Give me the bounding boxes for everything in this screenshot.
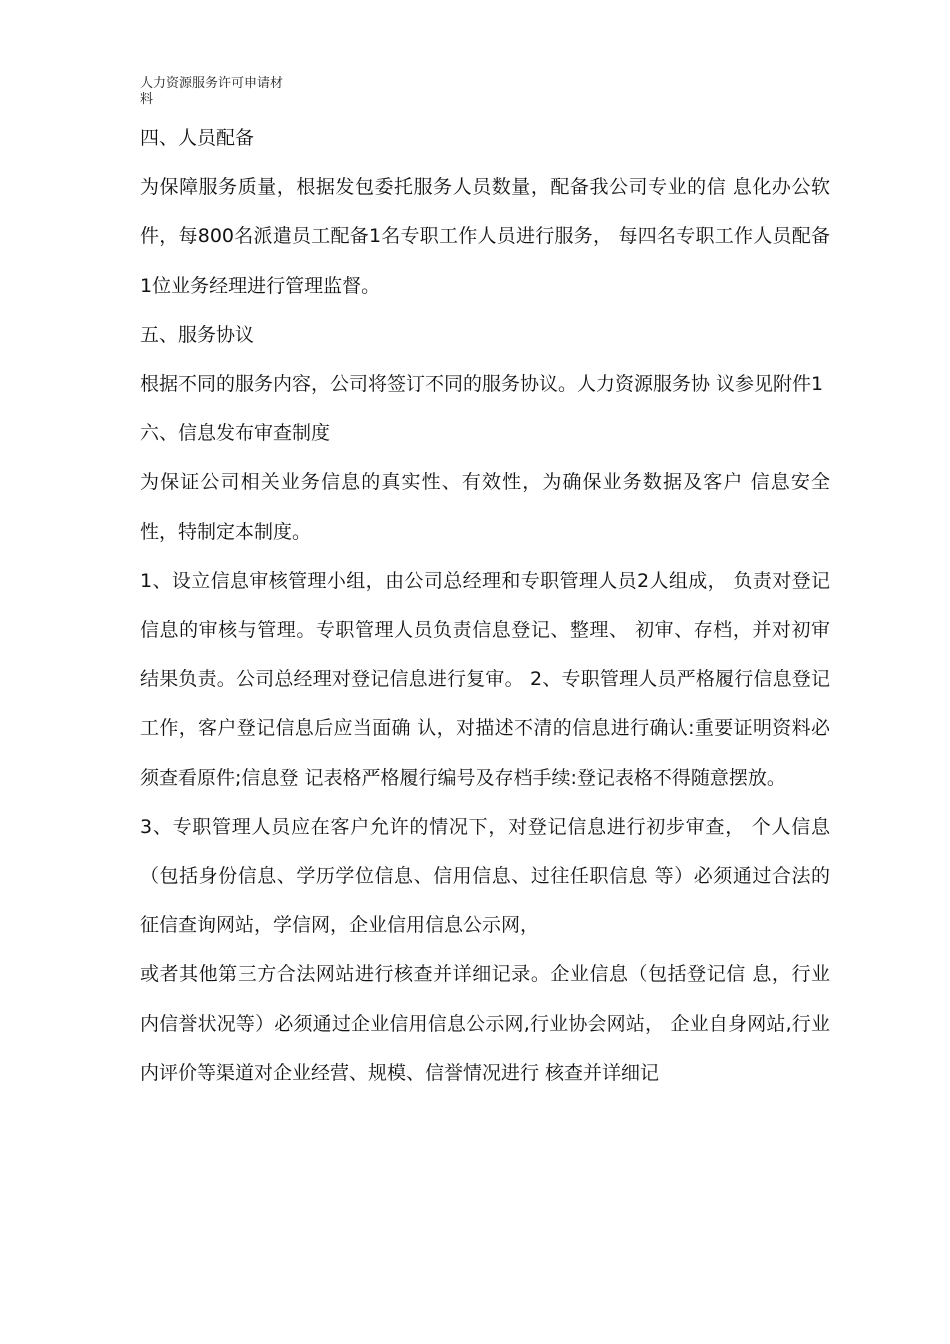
section-heading-info-review: 六、信息发布审查制度: [140, 422, 331, 445]
paragraph-service-agreement: 根据不同的服务内容，公司将签订不同的服务协议。人力资源服务协 议参见附件1: [140, 373, 824, 396]
paragraph-clause-1-2: 1、设立信息审核管理小组，由公司总经理和专职管理人员2人组成， 负责对登记信息的审核与管理。专职管理人员负责信息登记、整理、 初审、存档，并对初审结果负责。公司总经理对登记信息进行复审。 2、专职管理人员严格履行信息登记工作，客户登记信息后应当面确 认，对描述不清的信息进行确认:重要证明资料必须查看原件;信息登 记表格严格履行编号及存档手续:登记表格不得随意摆放。: [140, 569, 830, 789]
paragraph-clause-3: 3、专职管理人员应在客户允许的情况下，对登记信息进行初步审查， 个人信息（包括身份信息、学历学位信息、信用信息、过往任职信息 等）必须通过合法的征信查询网站，学信网，企业信用信息公示网，: [140, 815, 830, 937]
section-heading-service-agreement: 五、服务协议: [140, 323, 255, 346]
header-title-line-2: 料: [140, 92, 154, 107]
document-body: [140, 114, 830, 1098]
header-title-line-1: 人力资源服务许可申请材: [140, 76, 284, 91]
section-heading-staffing: 四、人员配备: [140, 127, 255, 149]
running-header: [140, 76, 320, 108]
paragraph-staffing: 为保障服务质量，根据发包委托服务人员数量，配备我公司专业的信 息化办公软件，每800名派遣员工配备1名专职工作人员进行服务， 每四名专职工作人员配备1位业务经理进行管理监督。: [140, 176, 830, 297]
paragraph-clause-3-continued: 或者其他第三方合法网站进行核查并详细记录。企业信息（包括登记信 息，行业内信誉状况等）必须通过企业信用信息公示网,行业协会网站， 企业自身网站,行业内评价等渠道对企业经营、规模、信誉情况进行 核查并详细记: [140, 963, 830, 1084]
paragraph-info-review-intro: 为保证公司相关业务信息的真实性、有效性，为确保业务数据及客户 信息安全性，特制定本制度。: [140, 471, 830, 543]
